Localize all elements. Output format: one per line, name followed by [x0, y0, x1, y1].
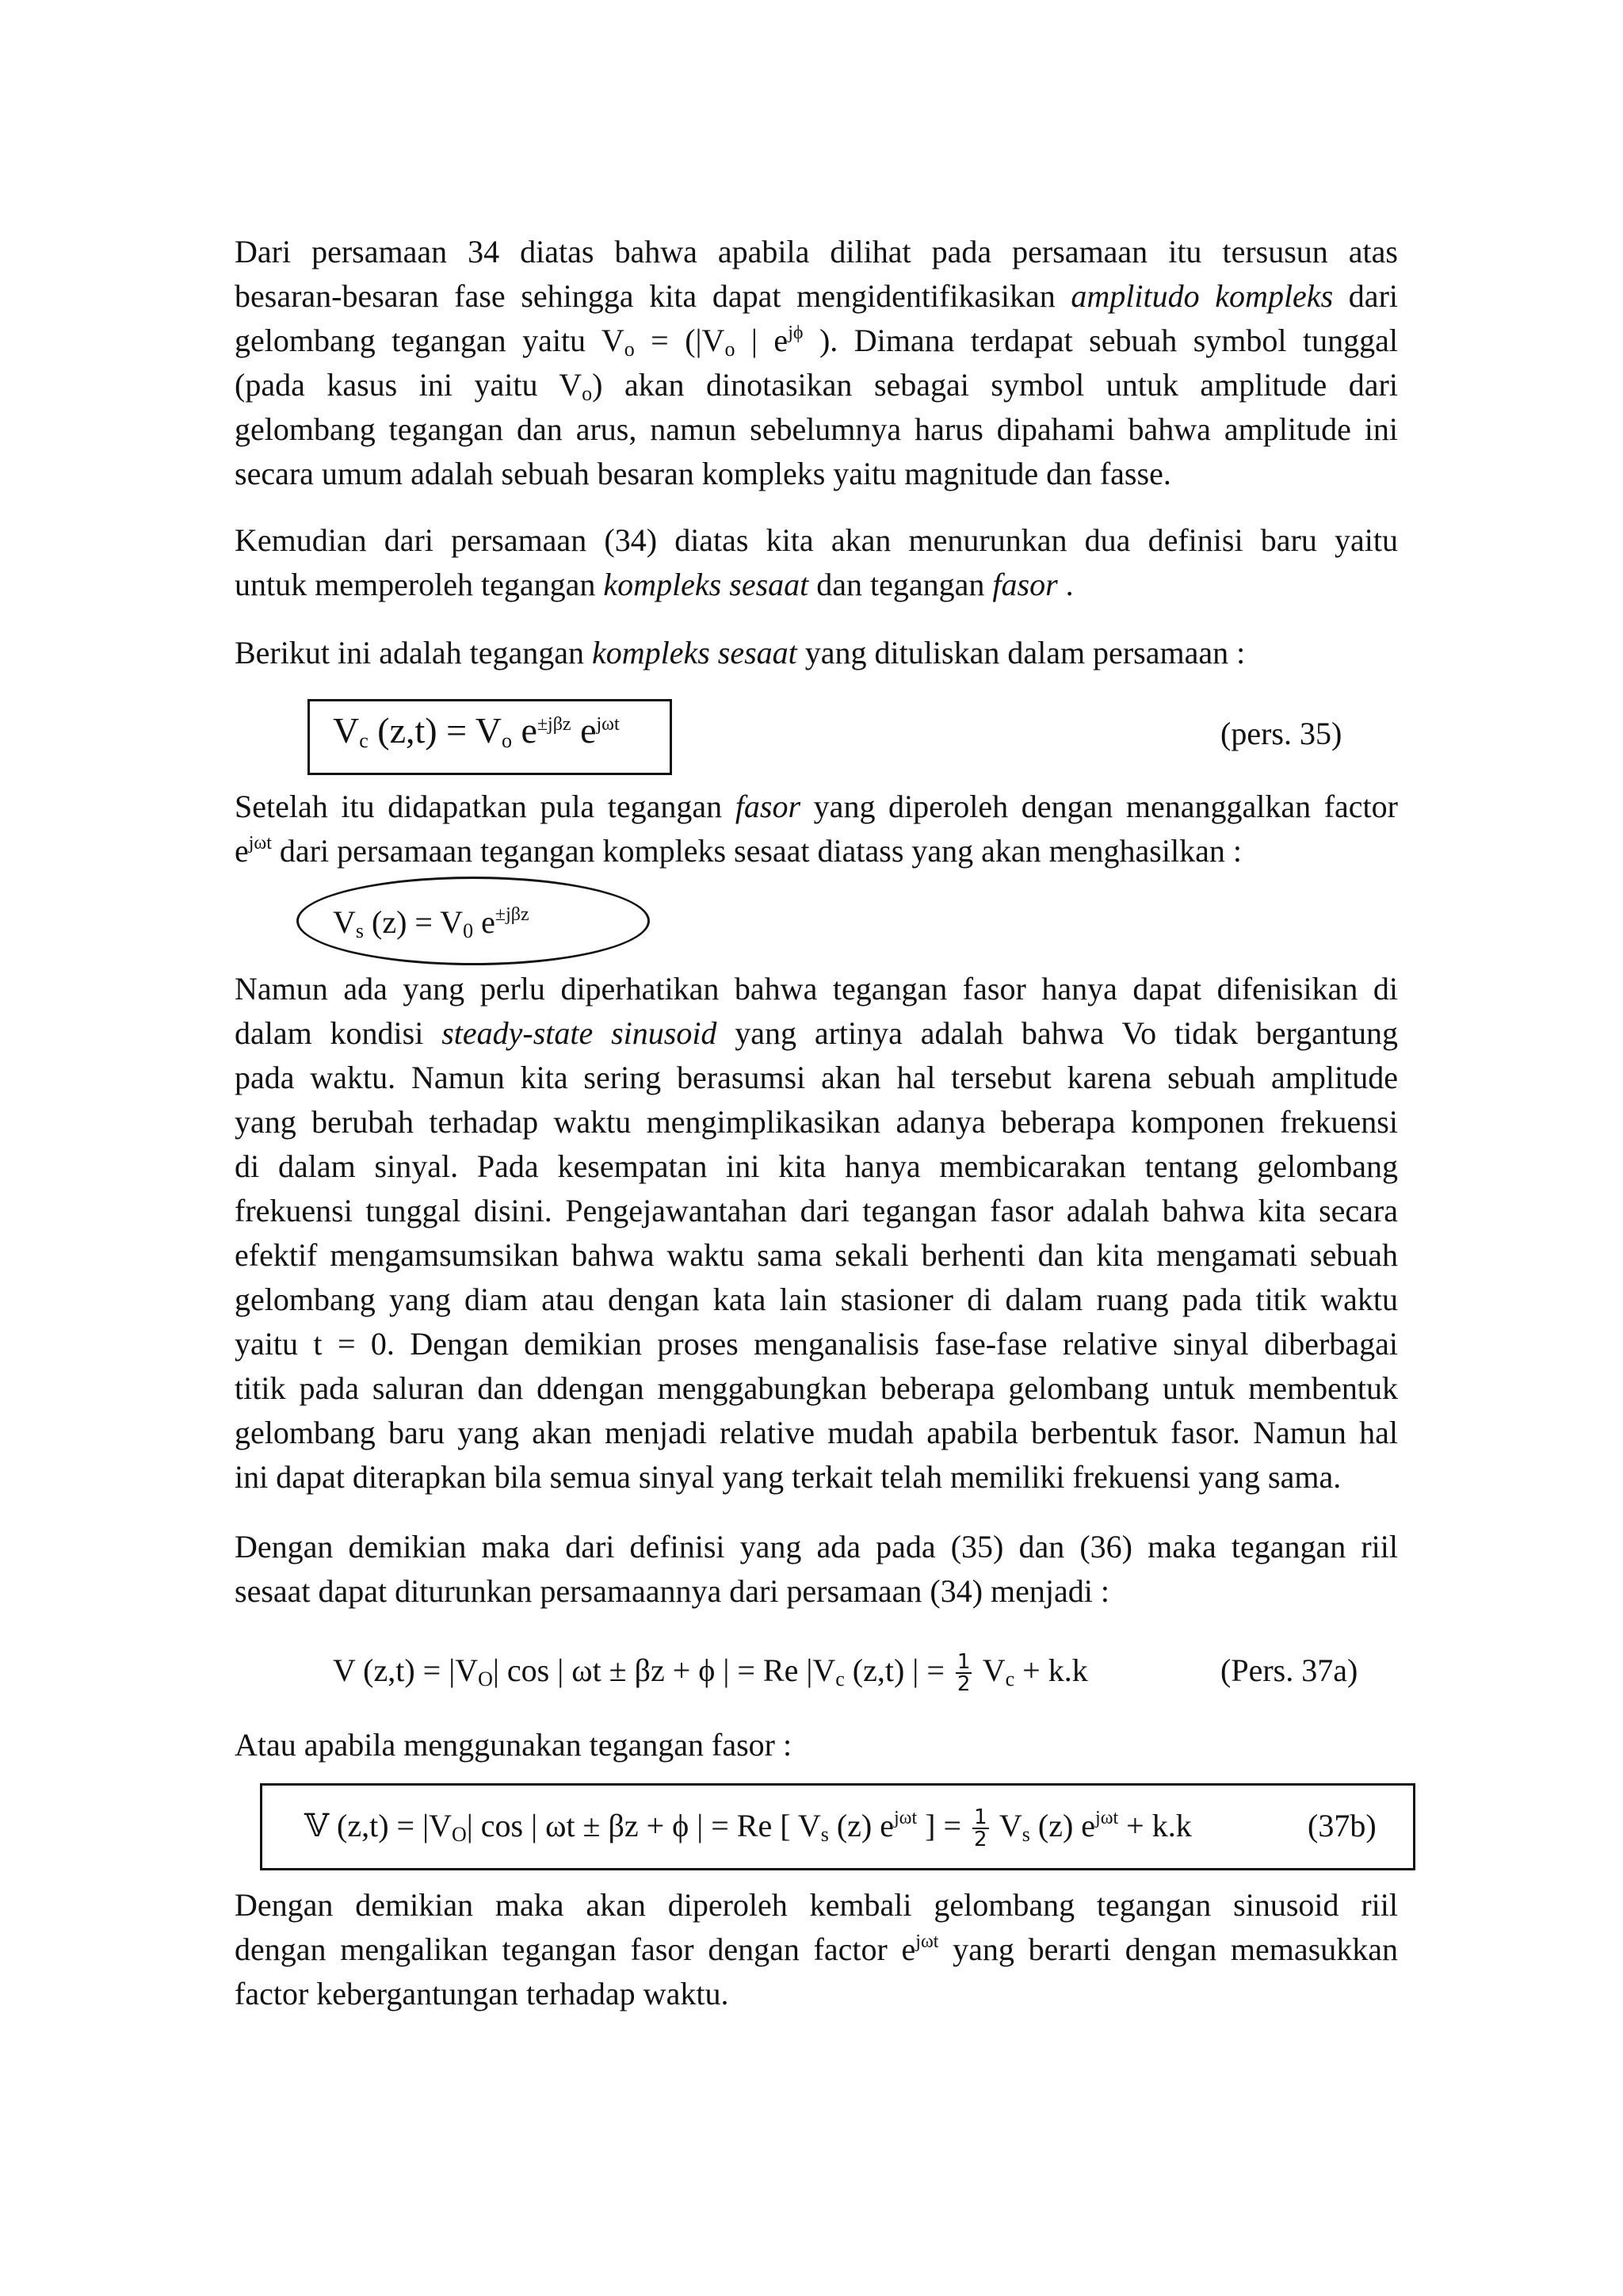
text-line: Dengan demikian maka dari definisi yang ada pada (35) dan (36) maka tegangan riil: [235, 1529, 1398, 1564]
paragraph-4: [235, 785, 1398, 873]
italic-term: amplitudo kompleks: [1071, 278, 1334, 314]
italic-term: fasor: [735, 789, 801, 824]
paragraph-3: [235, 631, 1398, 675]
text-line: $e^{j\omega t}$ dari persamaan tegangan kompleks sesaat diatass yang akan menghasilkan :: [235, 833, 1242, 869]
text-line: gelombang yang diam atau dengan kata lain stasioner di dalam ruang pada titik waktu: [235, 1282, 1398, 1317]
text-line: Namun ada yang perlu diperhatikan bahwa tegangan fasor hanya dapat difenisikan di: [235, 971, 1398, 1007]
paragraph-7: [235, 1723, 1398, 1767]
text-line: yaitu t = 0. Dengan demikian proses menganalisis fase-fase relative sinyal diberbagai: [235, 1326, 1398, 1362]
equation-35: $V_c$ $(z,t) = V_o$ $e^{\pm j\beta z}$ $e^{j\omega t}$: [333, 710, 620, 752]
equation-37a: V $(z,t) = |V_O|$ cos | ωt ± βz + ϕ | = Re $|V_c$ (z,t) | = $\frac{1}{2}$ $V_c + k.k$: [333, 1650, 1088, 1696]
equation-37b: 𝕍 $(z,t) = |V_O|$ cos | ωt ± βz + ϕ | = Re [ $V_s$ (z) $e^{j\omega t}$ ] = $\frac{1}{2}$ $V_s$ (z) $e^{j\omega t} + k.k$: [304, 1805, 1192, 1851]
paragraph-1: [235, 230, 1398, 496]
text-line: frekuensi tunggal disini. Pengejawantahan dari tegangan fasor adalah bahwa kita secara: [235, 1193, 1398, 1228]
text-line: Kemudian dari persamaan (34) diatas kita akan menurunkan dua definisi baru yaitu: [235, 522, 1398, 558]
paragraph-6: [235, 1525, 1398, 1614]
text-line: untuk memperoleh tegangan kompleks sesaat dan tegangan fasor .: [235, 567, 1074, 602]
text-line: gelombang tegangan yaitu $V_o = (|V_o$ | $e^{j\phi}$ ). Dimana terdapat sebuah symbol tunggal: [235, 323, 1398, 361]
text-line: efektif mengamsumsikan bahwa waktu sama sekali berhenti dan kita mengamati sebuah: [235, 1237, 1398, 1273]
equation-36: $V_s$ $(z) = V_0$ $e^{\pm j\beta z}$: [333, 904, 529, 942]
text-line: Atau apabila menggunakan tegangan fasor :: [235, 1727, 792, 1763]
paragraph-8: [235, 1883, 1398, 2016]
text-line: dalam kondisi steady-state sinusoid yang artinya adalah bahwa Vo tidak bergantung: [235, 1015, 1398, 1051]
text-line: (pada kasus ini yaitu $V_o$) akan dinotasikan sebagai symbol untuk amplitude dari: [235, 367, 1398, 405]
text-line: titik pada saluran dan ddengan menggabungkan beberapa gelombang untuk membentuk: [235, 1370, 1398, 1406]
text-line: Dengan demikian maka akan diperoleh kembali gelombang tegangan sinusoid riil: [235, 1887, 1398, 1923]
text-line: ini dapat diterapkan bila semua sinyal yang terkait telah memiliki frekuensi yang sama.: [235, 1459, 1342, 1495]
text-line: Berikut ini adalah tegangan kompleks sesaat yang dituliskan dalam persamaan :: [235, 635, 1246, 670]
text-line: besaran-besaran fase sehingga kita dapat mengidentifikasikan amplitudo kompleks dari: [235, 278, 1398, 314]
text-line: Dari persamaan 34 diatas bahwa apabila dilihat pada persamaan itu tersusun atas: [235, 234, 1398, 269]
text-line: di dalam sinyal. Pada kesempatan ini kita hanya membicarakan tentang gelombang: [235, 1148, 1398, 1184]
text-line: dengan mengalikan tegangan fasor dengan factor $e^{j\omega t}$ yang berarti dengan memasukkan: [235, 1931, 1398, 1967]
italic-term: steady-state sinusoid: [441, 1015, 717, 1051]
italic-term: kompleks sesaat: [591, 635, 797, 670]
text-line: Setelah itu didapatkan pula tegangan fasor yang diperoleh dengan menanggalkan factor: [235, 789, 1398, 824]
text-line: secara umum adalah sebuah besaran kompleks yaitu magnitude dan fasse.: [235, 456, 1171, 491]
text-line: yang berubah terhadap waktu mengimplikasikan adanya beberapa komponen frekuensi: [235, 1104, 1398, 1140]
italic-term: fasor: [992, 567, 1058, 602]
text-line: pada waktu. Namun kita sering berasumsi akan hal tersebut karena sebuah amplitude: [235, 1060, 1398, 1095]
italic-term: kompleks sesaat: [603, 567, 809, 602]
fraction-half: $\frac{1}{2}$: [957, 1650, 971, 1696]
equation-37a-label: (Pers. 37a): [1220, 1652, 1358, 1688]
fraction-half: $\frac{1}{2}$: [974, 1805, 987, 1851]
paragraph-5: [235, 967, 1398, 1499]
paragraph-2: [235, 518, 1398, 607]
text-line: gelombang tegangan dan arus, namun sebelumnya harus dipahami bahwa amplitude ini: [235, 411, 1398, 447]
equation-35-label: (pers. 35): [1220, 716, 1342, 751]
text-line: gelombang baru yang akan menjadi relative mudah apabila berbentuk fasor. Namun hal: [235, 1415, 1398, 1450]
equation-37b-label: (37b): [1308, 1808, 1377, 1843]
text-line: sesaat dapat diturunkan persamaannya dari persamaan (34) menjadi :: [235, 1573, 1110, 1609]
text-line: factor kebergantungan terhadap waktu.: [235, 1976, 729, 2011]
